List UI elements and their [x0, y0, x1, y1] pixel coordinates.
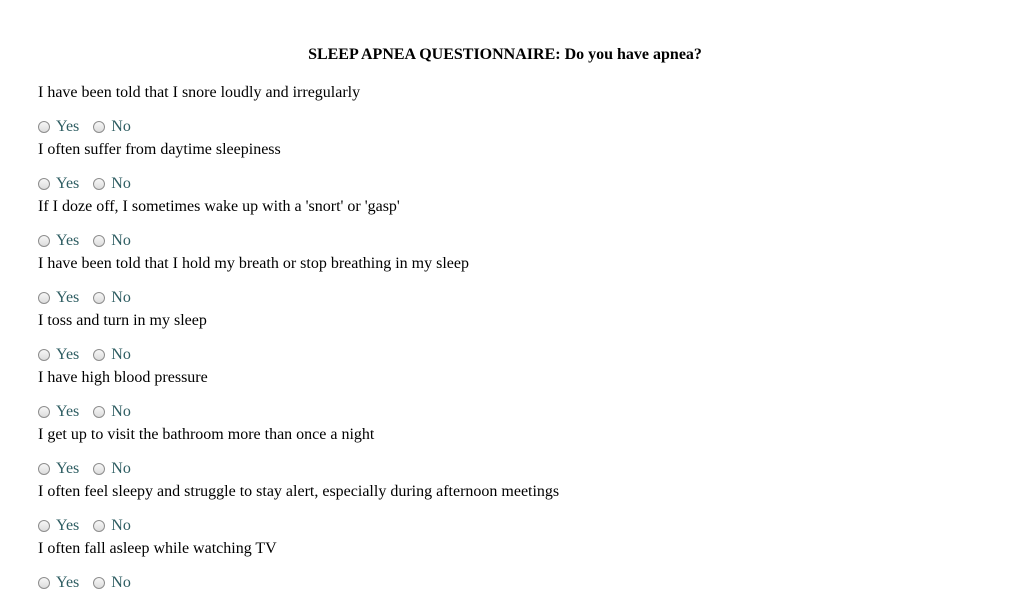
answer-options: [38, 288, 131, 308]
option-yes-label[interactable]: Yes: [56, 118, 80, 135]
option-no[interactable]: [93, 459, 131, 479]
radio-yes-9[interactable]: [38, 577, 50, 589]
option-no-label[interactable]: No: [111, 289, 131, 306]
option-no[interactable]: [93, 231, 131, 251]
option-yes[interactable]: [38, 516, 79, 536]
answer-options: [38, 345, 131, 365]
option-yes[interactable]: [38, 288, 79, 308]
option-yes-label[interactable]: Yes: [56, 460, 80, 477]
radio-no-9[interactable]: [93, 577, 105, 589]
option-yes[interactable]: [38, 345, 79, 365]
option-no[interactable]: [93, 117, 131, 137]
answer-options: [38, 174, 131, 194]
question-text: I get up to visit the bathroom more than once a night: [38, 426, 375, 443]
option-no-label[interactable]: No: [111, 460, 131, 477]
radio-yes-6[interactable]: [38, 406, 50, 418]
radio-yes-8[interactable]: [38, 520, 50, 532]
answer-options: [38, 231, 131, 251]
question-text: I have been told that I hold my breath or stop breathing in my sleep: [38, 255, 469, 272]
option-no-label[interactable]: No: [111, 232, 131, 249]
radio-no-5[interactable]: [93, 349, 105, 361]
option-no-label[interactable]: No: [111, 574, 131, 591]
option-yes[interactable]: [38, 174, 79, 194]
radio-no-1[interactable]: [93, 121, 105, 133]
option-no-label[interactable]: No: [111, 118, 131, 135]
question-text: I often fall asleep while watching TV: [38, 540, 277, 557]
option-no[interactable]: [93, 345, 131, 365]
option-yes-label[interactable]: Yes: [56, 289, 80, 306]
option-yes[interactable]: [38, 231, 79, 251]
option-yes-label[interactable]: Yes: [56, 403, 80, 420]
radio-yes-3[interactable]: [38, 235, 50, 247]
radio-no-4[interactable]: [93, 292, 105, 304]
option-no[interactable]: [93, 288, 131, 308]
radio-yes-1[interactable]: [38, 121, 50, 133]
question-text: I have been told that I snore loudly and irregularly: [38, 84, 361, 101]
option-yes[interactable]: [38, 573, 79, 593]
radio-no-3[interactable]: [93, 235, 105, 247]
option-no[interactable]: [93, 573, 131, 593]
option-yes-label[interactable]: Yes: [56, 232, 80, 249]
question-text: I have high blood pressure: [38, 369, 208, 386]
questionnaire-title: SLEEP APNEA QUESTIONNAIRE: Do you have apnea?: [308, 46, 702, 63]
option-yes[interactable]: [38, 459, 79, 479]
question-text: I toss and turn in my sleep: [38, 312, 207, 329]
radio-no-8[interactable]: [93, 520, 105, 532]
option-no[interactable]: [93, 516, 131, 536]
option-yes-label[interactable]: Yes: [56, 574, 80, 591]
answer-options: [38, 459, 131, 479]
option-yes-label[interactable]: Yes: [56, 175, 80, 192]
option-no-label[interactable]: No: [111, 517, 131, 534]
answer-options: [38, 573, 131, 593]
question-text: I often feel sleepy and struggle to stay alert, especially during afternoon meetings: [38, 483, 560, 500]
radio-yes-2[interactable]: [38, 178, 50, 190]
option-yes-label[interactable]: Yes: [56, 346, 80, 363]
radio-yes-5[interactable]: [38, 349, 50, 361]
option-no-label[interactable]: No: [111, 403, 131, 420]
option-yes[interactable]: [38, 117, 79, 137]
option-no-label[interactable]: No: [111, 175, 131, 192]
radio-no-2[interactable]: [93, 178, 105, 190]
question-text: If I doze off, I sometimes wake up with a 'snort' or 'gasp': [38, 198, 400, 215]
radio-yes-4[interactable]: [38, 292, 50, 304]
option-no[interactable]: [93, 174, 131, 194]
option-no-label[interactable]: No: [111, 346, 131, 363]
question-text: I often suffer from daytime sleepiness: [38, 141, 281, 158]
radio-no-7[interactable]: [93, 463, 105, 475]
option-yes-label[interactable]: Yes: [56, 517, 80, 534]
option-no[interactable]: [93, 402, 131, 422]
radio-yes-7[interactable]: [38, 463, 50, 475]
radio-no-6[interactable]: [93, 406, 105, 418]
answer-options: [38, 516, 131, 536]
option-yes[interactable]: [38, 402, 79, 422]
answer-options: [38, 117, 131, 137]
answer-options: [38, 402, 131, 422]
